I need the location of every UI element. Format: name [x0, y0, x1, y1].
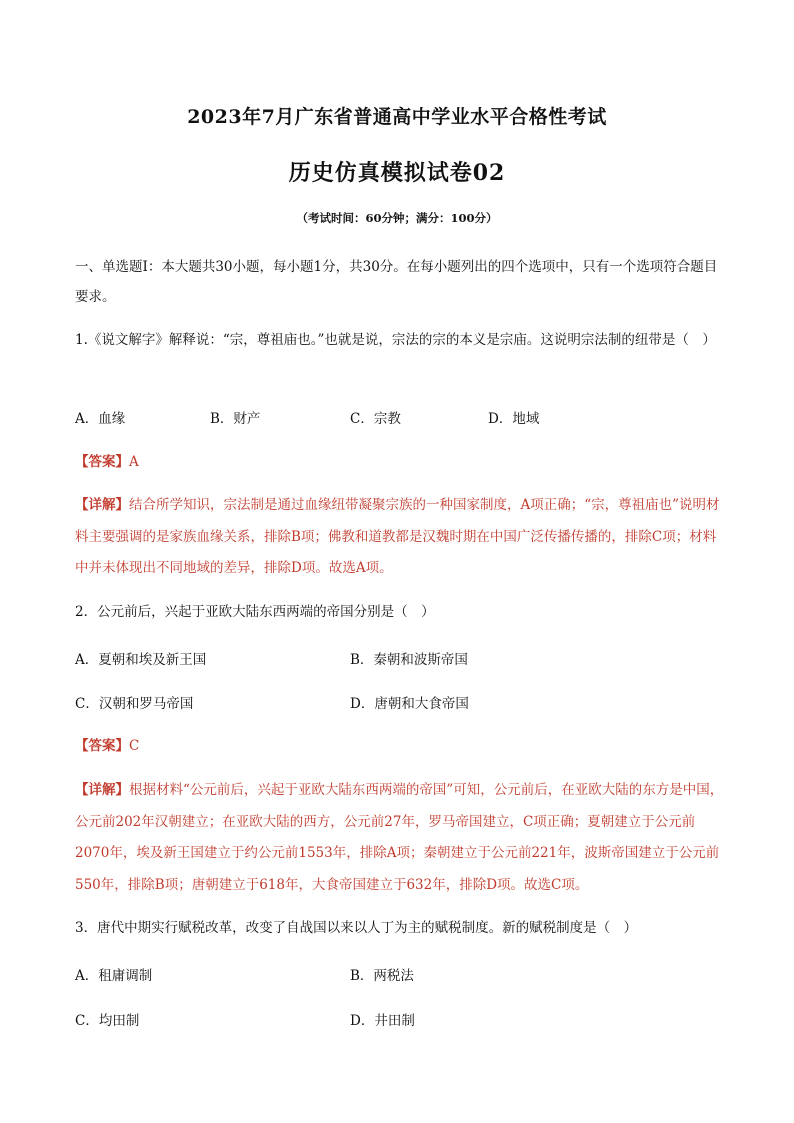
question-1-option-c[interactable]: C．宗教	[350, 411, 401, 427]
question-3-option-d[interactable]: D．井田制	[350, 1013, 415, 1029]
answer-value: C	[129, 738, 140, 754]
detail-text: 结合所学知识，宗法制是通过血缘纽带凝聚宗族的一种国家制度，A项正确；“宗，尊祖庙也”说明材料主要强调的是家族血缘关系，排除B项；佛教和道教都是汉魏时期在中国广泛传播传播的，排除C项；材料中并未体现出不同地域的差异，排除D项。故选A项。	[75, 497, 720, 576]
question-1-stem: 1.《说文解字》解释说：“宗，尊祖庙也。”也就是说，宗法的宗的本义是宗庙。这说明宗法制的纽带是（ ）	[75, 332, 716, 348]
exam-title: 2023年7月广东省普通高中学业水平合格性考试	[187, 106, 607, 128]
question-1-option-b[interactable]: B．财产	[210, 411, 261, 427]
detail-label: 【详解】	[75, 782, 129, 798]
question-2-option-b[interactable]: B．秦朝和波斯帝国	[350, 652, 468, 668]
answer-label: 【答案】	[75, 454, 129, 470]
question-2-answer	[75, 731, 725, 761]
answer-value: A	[129, 454, 139, 470]
question-1-option-d[interactable]: D．地域	[488, 411, 540, 427]
question-2-option-d[interactable]: D．唐朝和大食帝国	[350, 696, 469, 712]
exam-info: （考试时间：60分钟；满分：100分）	[296, 211, 498, 225]
question-3-stem: 3．唐代中期实行赋税改革，改变了自战国以来以人丁为主的赋税制度。新的赋税制度是（ ）	[75, 920, 638, 936]
question-2-detail	[75, 775, 725, 901]
question-1-option-a[interactable]: A．血缘	[75, 411, 126, 427]
question-3-option-a[interactable]: A．租庸调制	[75, 968, 153, 984]
detail-text: 根据材料“公元前后，兴起于亚欧大陆东西两端的帝国”可知，公元前后，在亚欧大陆的东方是中国，公元前202年汉朝建立；在亚欧大陆的西方，公元前27年，罗马帝国建立，C项正确；夏朝建立于公元前2070年，埃及新王国建立于约公元前1553年，排除A项；秦朝建立于公元前221年，波斯帝国建立于公元前550年，排除B项；唐朝建立于618年，大食帝国建立于632年，排除D项。故选C项。	[75, 782, 724, 893]
question-2-option-c[interactable]: C．汉朝和罗马帝国	[75, 696, 194, 712]
detail-label: 【详解】	[75, 497, 129, 513]
paper-title: 历史仿真模拟试卷02	[288, 160, 506, 186]
question-2-option-a[interactable]: A．夏朝和埃及新王国	[75, 652, 207, 668]
answer-label: 【答案】	[75, 738, 129, 754]
section-intro: 一、单选题Ⅰ：本大题共30小题，每小题1分，共30分。在每小题列出的四个选项中，只有一个选项符合题目要求。	[75, 259, 718, 305]
question-1-answer	[75, 447, 725, 477]
question-3-option-c[interactable]: C．均田制	[75, 1013, 140, 1029]
question-1-detail	[75, 490, 725, 585]
question-3-option-b[interactable]: B．两税法	[350, 968, 414, 984]
question-2-stem: 2．公元前后，兴起于亚欧大陆东西两端的帝国分别是（ ）	[75, 604, 435, 620]
